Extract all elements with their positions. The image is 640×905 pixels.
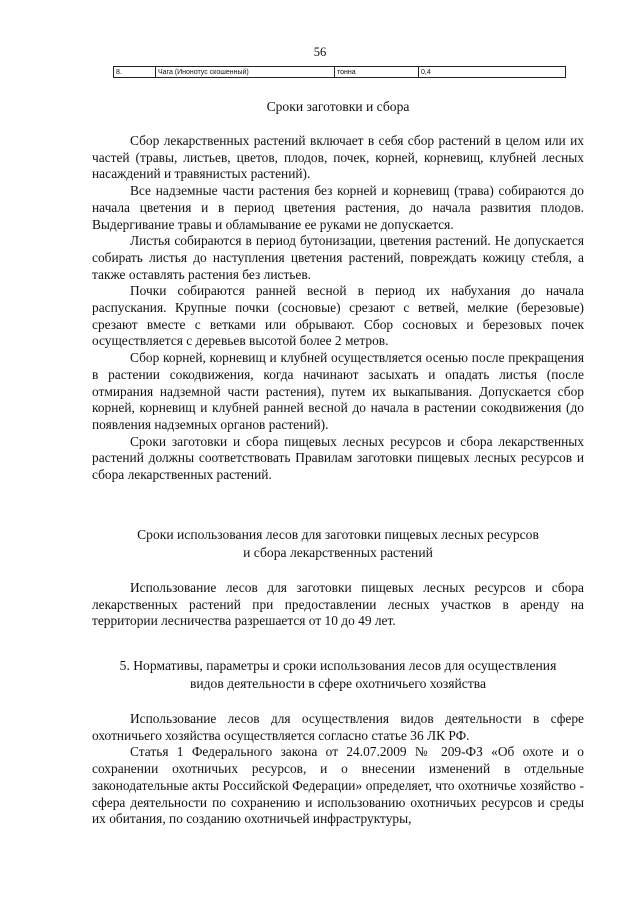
paragraph: Сбор лекарственных растений включает в себя сбор растений в целом или их частей (травы, листьев, цветов, плодов, почек, корней, корневищ, клубней лесных насаждений и травянистых растений). xyxy=(92,133,584,182)
table-cell-volume: 0,4 xyxy=(419,67,566,78)
section-hunting-body xyxy=(92,711,584,828)
heading-line: 5. Нормативы, параметры и сроки использования лесов для осуществления xyxy=(119,658,557,673)
section-usage-terms-body xyxy=(92,580,584,630)
section-heading-hunting xyxy=(92,657,584,692)
paragraph: Использование лесов для заготовки пищевых лесных ресурсов и сбора лекарственных растений при предоставлении лесных участков в аренду на территории лесничества разрешается от 10 до 49 лет. xyxy=(92,580,584,629)
table-cell-unit: тонна xyxy=(335,67,419,78)
heading-line: и сбора лекарственных растений xyxy=(243,544,433,560)
section-heading-collection: Сроки заготовки и сбора xyxy=(266,99,410,114)
resource-table xyxy=(113,66,566,78)
paragraph: Сроки заготовки и сбора пищевых лесных ресурсов и сбора лекарственных растений должны соответствовать Правилам заготовки пищевых лесных ресурсов и сбора лекарственных растений. xyxy=(92,433,584,483)
paragraph: Статья 1 Федерального закона от 24.07.2009 № 209-ФЗ «Об охоте и о сохранении охотничьих ресурсов, и о внесении изменений в отдельные законодательные акты Российской Федерации» определяет, что охотничье хозяйство - сфера деятельности по сохранению и использованию охотничьих ресурсов и среды их обитания, по созданию охотничьей инфраструктуры, xyxy=(92,744,584,827)
paragraph: Листья собираются в период бутонизации, цветения растений. Не допускается собирать листья до наступления цветения растений, повреждать кожицу стебля, а также оставлять растения без листьев. xyxy=(92,233,584,282)
table-row xyxy=(114,67,566,78)
paragraph: Использование лесов для осуществления видов деятельности в сфере охотничьего хозяйства осуществляется согласно статье 36 ЛК РФ. xyxy=(92,711,584,743)
section-heading-usage-terms xyxy=(92,526,584,561)
paragraph: Почки собираются ранней весной в период их набухания до начала распускания. Крупные почки (сосновые) срезают с ветвей, мелкие (березовые) срезают вместе с ветками или обрывают. Сбор сосновых и березовых почек осуществляется с деревьев высотой более 2 метров. xyxy=(92,283,584,349)
heading-line: видов деятельности в сфере охотничьего хозяйства xyxy=(189,675,487,691)
paragraph: Сбор корней, корневищ и клубней осуществляется осенью после прекращения в растении сокодвижения, когда начинают засыхать и опадать листья (после отмирания надземной части растения), путем их выкапывания. Допускается сбор корней, корневищ и клубней ранней весной до начала в растении сокодвижения (до появления надземных органов растений). xyxy=(92,350,584,432)
table-cell-resource: Чага (Инонотус скошенный) xyxy=(156,67,335,78)
section-collection-body xyxy=(92,133,584,484)
paragraph: Все надземные части растения без корней и корневищ (трава) собираются до начала цветения и в период цветения растения, до начала развития плодов. Выдергивание травы и обламывание ее руками не допускается. xyxy=(92,183,584,232)
heading-line: Сроки использования лесов для заготовки пищевых лесных ресурсов xyxy=(137,527,539,542)
page-number: 56 xyxy=(313,45,327,59)
table-cell-number: 8. xyxy=(114,67,156,78)
